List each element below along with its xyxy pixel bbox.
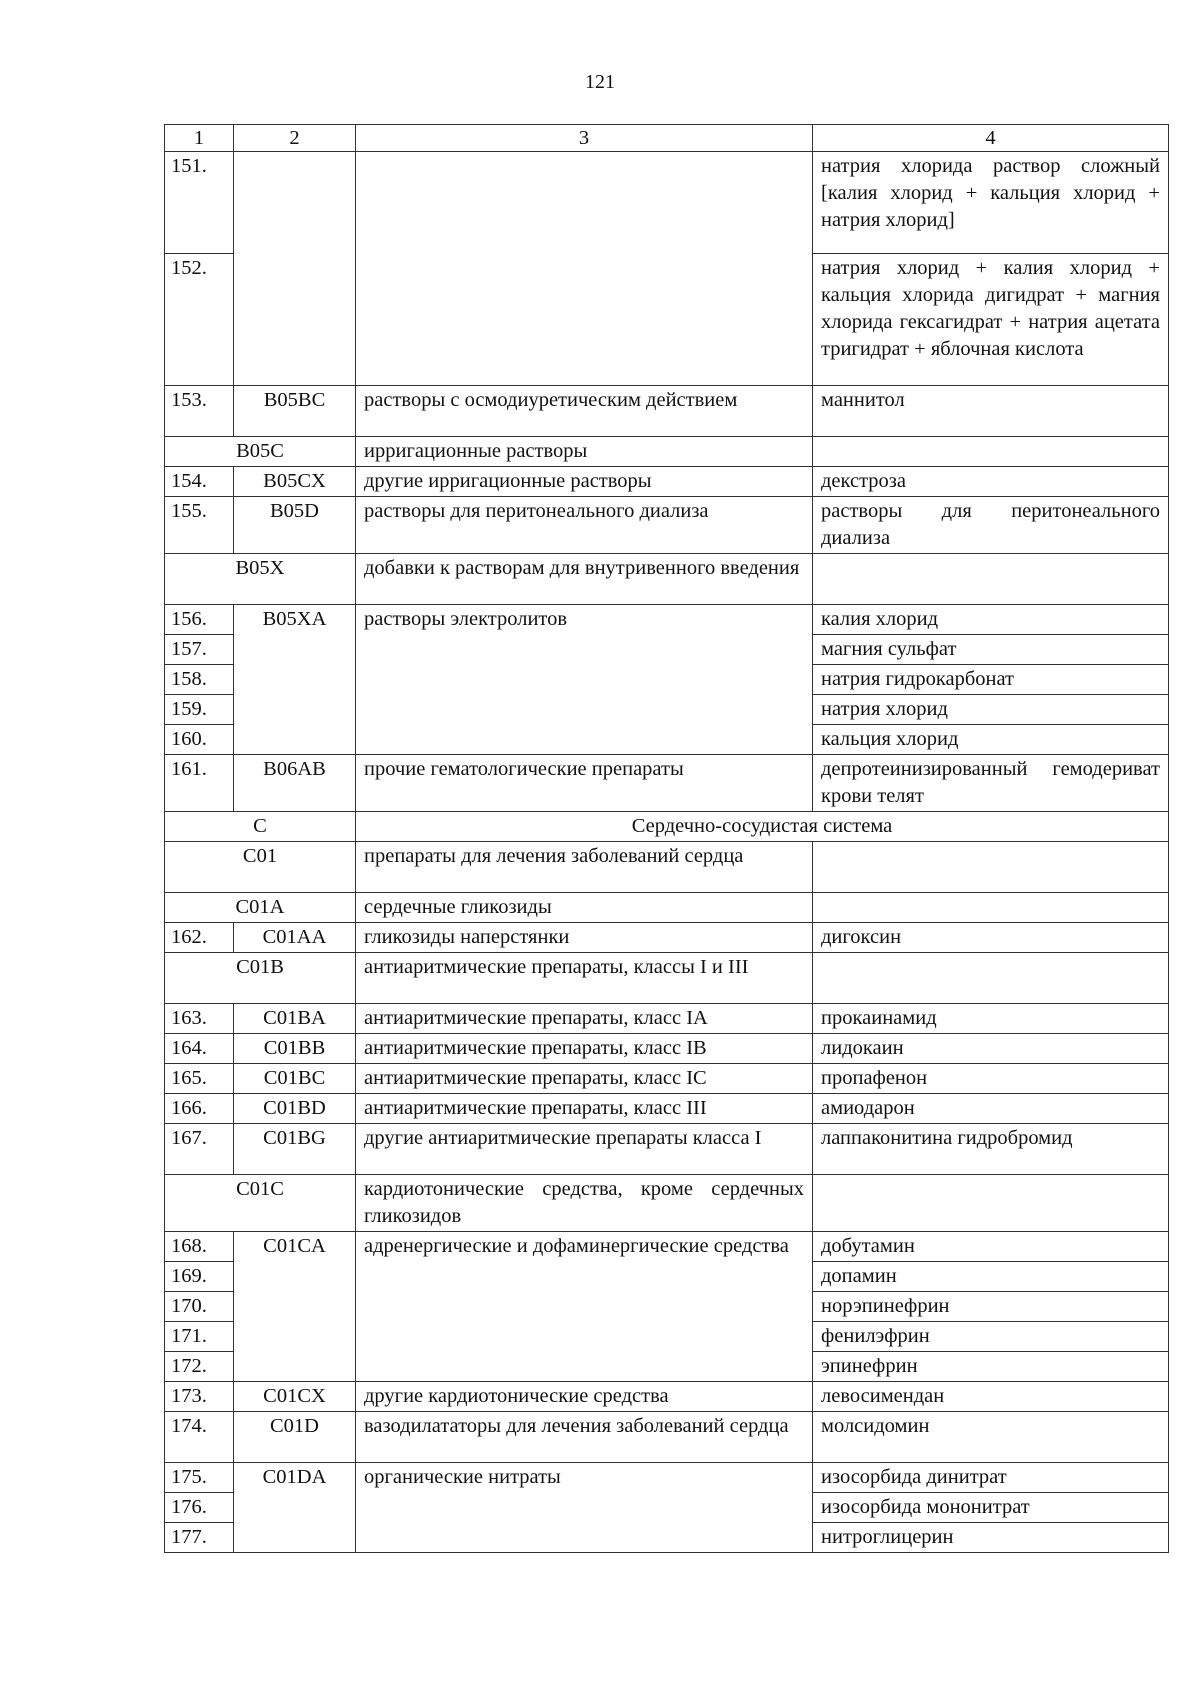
atc-code-cell: C01CX [234, 1382, 356, 1412]
row-number-cell: 169. [165, 1262, 234, 1292]
row-number-cell: 162. [165, 923, 234, 953]
description-cell: сердечные гликозиды [356, 893, 813, 923]
drug-name-cell: депротеинизированный гемодериват крови телят [813, 755, 1169, 812]
description-cell: другие кардиотонические средства [356, 1382, 813, 1412]
row-number-cell: 161. [165, 755, 234, 812]
table-row [165, 1094, 1169, 1124]
drug-name-cell: лидокаин [813, 1034, 1169, 1064]
description-cell: кардиотонические средства, кроме сердечных гликозидов [356, 1175, 813, 1232]
row-number-cell: 160. [165, 725, 234, 755]
table-row [165, 1463, 1169, 1493]
atc-code-cell: C01BG [234, 1124, 356, 1175]
description-cell: прочие гематологические препараты [356, 755, 813, 812]
drug-name-cell: растворы для перитонеального диализа [813, 497, 1169, 554]
row-number-cell: 155. [165, 497, 234, 554]
drug-name-cell: фенилэфрин [813, 1322, 1169, 1352]
drug-name-cell: маннитол [813, 386, 1169, 437]
header-cell: 3 [356, 125, 813, 152]
atc-code-cell [234, 152, 356, 386]
page-number: 121 [585, 71, 615, 93]
group-row [165, 842, 1169, 893]
group-row [165, 1175, 1169, 1232]
description-cell: ирригационные растворы [356, 437, 813, 467]
atc-code-cell: B05D [234, 497, 356, 554]
atc-code-cell: C01CA [234, 1232, 356, 1382]
atc-code-cell: C01DA [234, 1463, 356, 1553]
row-number-cell: 157. [165, 635, 234, 665]
description-cell: другие ирригационные растворы [356, 467, 813, 497]
group-code-cell: B05X [165, 554, 356, 605]
drug-name-cell: магния сульфат [813, 635, 1169, 665]
header-row [165, 125, 1169, 152]
group-code-cell: C01A [165, 893, 356, 923]
group-code-cell: C01 [165, 842, 356, 893]
description-cell [356, 152, 813, 386]
group-code-cell: C01B [165, 953, 356, 1004]
row-number-cell: 158. [165, 665, 234, 695]
table-row [165, 923, 1169, 953]
row-number-cell: 171. [165, 1322, 234, 1352]
drug-name-cell: молсидомин [813, 1412, 1169, 1463]
row-number-cell: 168. [165, 1232, 234, 1262]
section-title-cell: Сердечно-сосудистая система [356, 812, 1169, 842]
drug-name-cell: натрия хлорид + калия хлорид + кальция хлорида дигидрат + магния хлорида гексагидрат + натрия ацетата тригидрат + яблочная кислота [813, 254, 1169, 386]
table-row [165, 467, 1169, 497]
row-number-cell: 166. [165, 1094, 234, 1124]
atc-code-cell: C01D [234, 1412, 356, 1463]
description-cell: адренергические и дофаминергические средства [356, 1232, 813, 1382]
drug-name-cell: изосорбида динитрат [813, 1463, 1169, 1493]
atc-code-cell: C01BA [234, 1004, 356, 1034]
header-cell: 4 [813, 125, 1169, 152]
atc-code-cell: C01BD [234, 1094, 356, 1124]
drug-name-cell: нитроглицерин [813, 1523, 1169, 1553]
atc-code-cell: C01BB [234, 1034, 356, 1064]
row-number-cell: 165. [165, 1064, 234, 1094]
header-cell: 2 [234, 125, 356, 152]
table-row [165, 1382, 1169, 1412]
row-number-cell: 163. [165, 1004, 234, 1034]
drug-name-cell: натрия хлорида раствор сложный [калия хлорид + кальция хлорид + натрия хлорид] [813, 152, 1169, 254]
drug-name-cell: амиодарон [813, 1094, 1169, 1124]
table-row [165, 605, 1169, 635]
description-cell: антиаритмические препараты, класс III [356, 1094, 813, 1124]
description-cell: добавки к растворам для внутривенного введения [356, 554, 813, 605]
drug-classification-table [164, 124, 1169, 1553]
row-number-cell: 172. [165, 1352, 234, 1382]
table-row [165, 1034, 1169, 1064]
drug-name-cell [813, 554, 1169, 605]
row-number-cell: 153. [165, 386, 234, 437]
group-code-cell: C01C [165, 1175, 356, 1232]
drug-name-cell: декстроза [813, 467, 1169, 497]
drug-name-cell: изосорбида мононитрат [813, 1493, 1169, 1523]
drug-name-cell [813, 893, 1169, 923]
row-number-cell: 177. [165, 1523, 234, 1553]
table-body [165, 152, 1169, 1553]
drug-name-cell [813, 1175, 1169, 1232]
drug-name-cell: пропафенон [813, 1064, 1169, 1094]
row-number-cell: 176. [165, 1493, 234, 1523]
row-number-cell: 152. [165, 254, 234, 386]
description-cell: антиаритмические препараты, класс IC [356, 1064, 813, 1094]
drug-name-cell: допамин [813, 1262, 1169, 1292]
description-cell: препараты для лечения заболеваний сердца [356, 842, 813, 893]
description-cell: органические нитраты [356, 1463, 813, 1553]
row-number-cell: 156. [165, 605, 234, 635]
atc-code-cell: B06AB [234, 755, 356, 812]
atc-code-cell: B05XA [234, 605, 356, 755]
header-cell: 1 [165, 125, 234, 152]
row-number-cell: 159. [165, 695, 234, 725]
table-row [165, 1064, 1169, 1094]
group-code-cell: C [165, 812, 356, 842]
row-number-cell: 170. [165, 1292, 234, 1322]
atc-code-cell: B05CX [234, 467, 356, 497]
table-row [165, 1412, 1169, 1463]
description-cell: растворы для перитонеального диализа [356, 497, 813, 554]
drug-name-cell: эпинефрин [813, 1352, 1169, 1382]
description-cell: другие антиаритмические препараты класса I [356, 1124, 813, 1175]
atc-code-cell: C01AA [234, 923, 356, 953]
row-number-cell: 174. [165, 1412, 234, 1463]
drug-name-cell: калия хлорид [813, 605, 1169, 635]
description-cell: антиаритмические препараты, класс IB [356, 1034, 813, 1064]
drug-name-cell [813, 842, 1169, 893]
drug-name-cell [813, 953, 1169, 1004]
table-row [165, 152, 1169, 254]
description-cell: растворы электролитов [356, 605, 813, 755]
group-row [165, 812, 1169, 842]
group-row [165, 437, 1169, 467]
table-row [165, 1124, 1169, 1175]
group-row [165, 554, 1169, 605]
drug-name-cell [813, 437, 1169, 467]
drug-name-cell: добутамин [813, 1232, 1169, 1262]
drug-name-cell: лаппаконитина гидробромид [813, 1124, 1169, 1175]
drug-name-cell: левосимендан [813, 1382, 1169, 1412]
drug-name-cell: натрия хлорид [813, 695, 1169, 725]
group-code-cell: B05C [165, 437, 356, 467]
group-row [165, 953, 1169, 1004]
description-cell: гликозиды наперстянки [356, 923, 813, 953]
row-number-cell: 175. [165, 1463, 234, 1493]
atc-code-cell: B05BC [234, 386, 356, 437]
drug-name-cell: дигоксин [813, 923, 1169, 953]
table-row [165, 755, 1169, 812]
table-row [165, 1232, 1169, 1262]
drug-name-cell: норэпинефрин [813, 1292, 1169, 1322]
row-number-cell: 154. [165, 467, 234, 497]
description-cell: растворы с осмодиуретическим действием [356, 386, 813, 437]
row-number-cell: 151. [165, 152, 234, 254]
drug-name-cell: натрия гидрокарбонат [813, 665, 1169, 695]
atc-code-cell: C01BC [234, 1064, 356, 1094]
description-cell: вазодилататоры для лечения заболеваний сердца [356, 1412, 813, 1463]
description-cell: антиаритмические препараты, класс IA [356, 1004, 813, 1034]
row-number-cell: 164. [165, 1034, 234, 1064]
group-row [165, 893, 1169, 923]
description-cell: антиаритмические препараты, классы I и III [356, 953, 813, 1004]
table-row [165, 1004, 1169, 1034]
table-row [165, 386, 1169, 437]
row-number-cell: 167. [165, 1124, 234, 1175]
drug-name-cell: кальция хлорид [813, 725, 1169, 755]
row-number-cell: 173. [165, 1382, 234, 1412]
drug-name-cell: прокаинамид [813, 1004, 1169, 1034]
table-row [165, 497, 1169, 554]
